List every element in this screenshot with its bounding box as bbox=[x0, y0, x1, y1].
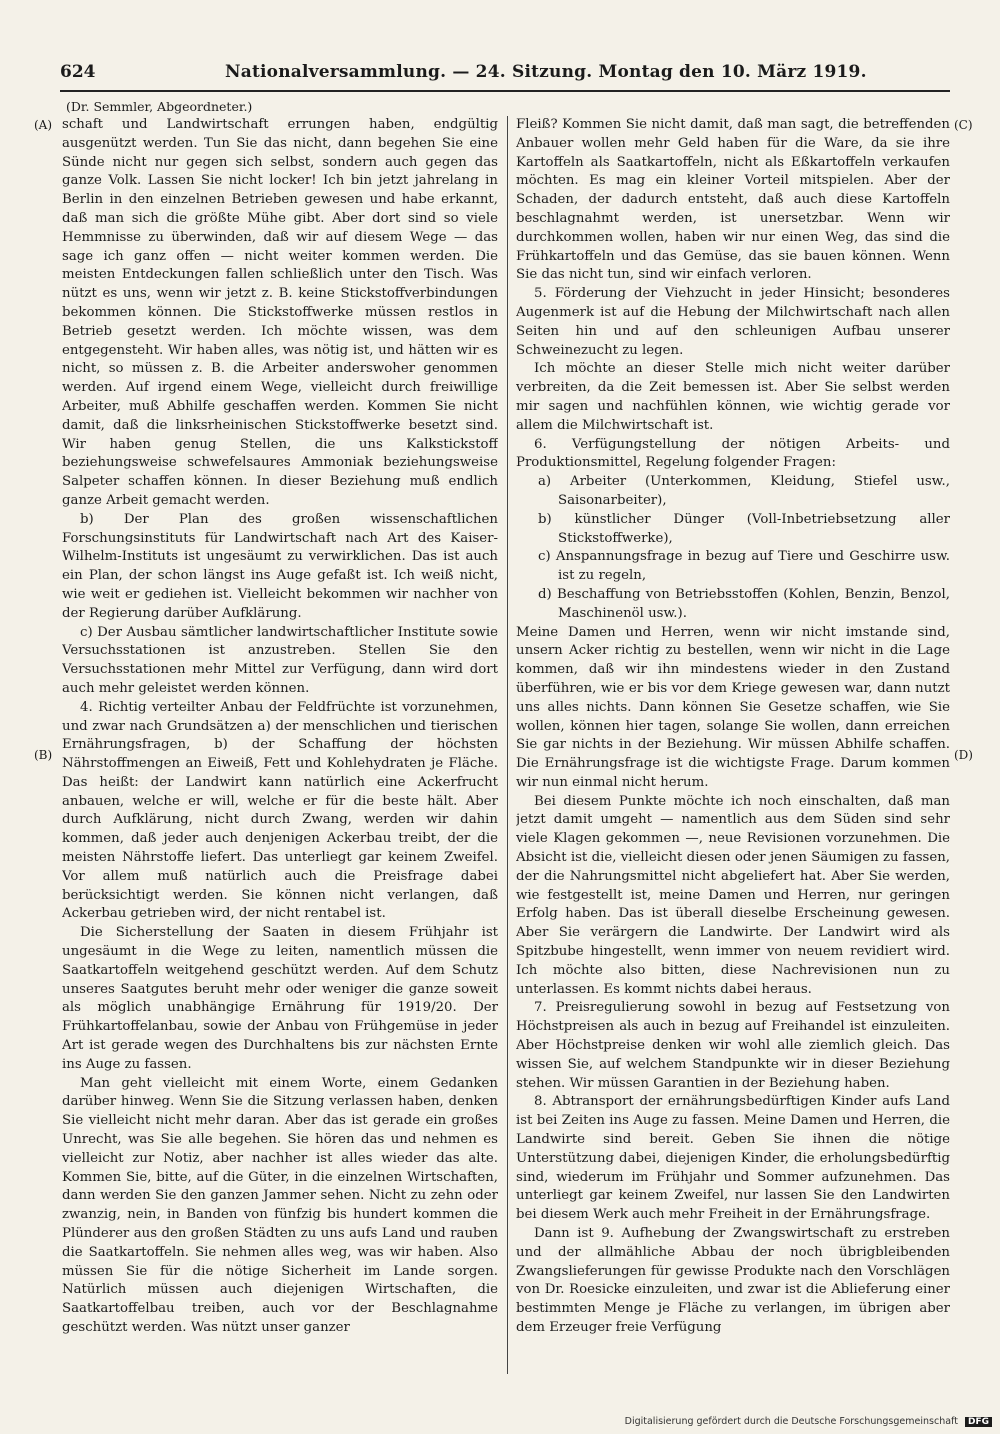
paragraph: Dann ist 9. Aufhebung der Zwangswirtschaft zu erstreben und der allmähliche Abbau der noch übrigbleibenden Zwangslieferungen für gewisse Produkte nach den Vorschlägen von Dr. Roesicke einzuleiten, und zwar ist die Ablieferung einer bestimmten Menge je Fläche zu verlangen, im übrigen aber dem Erzeuger freie Verfügung bbox=[516, 1226, 950, 1335]
running-title: Nationalversammlung. — 24. Sitzung. Montag den 10. März 1919. bbox=[225, 62, 867, 82]
margin-mark-a: (A) bbox=[34, 118, 53, 132]
paragraph: schaft und Landwirtschaft errungen haben, endgültig ausgenützt werden. Tun Sie das nicht, dann begehen Sie eine Sünde nicht nur gegen sich selbst, sondern auch gegen das ganze Volk. Lassen Sie nicht locker! Ich bin jetzt jahrelang in Berlin in den einzelnen Betrieben gewesen und habe erkannt, daß man sich die größte Mühe gibt. Aber dort sind so viele Hemmnisse zu überwinden, daß wir auf diesem Wege — das sage ich ganz offen — nicht weiter kommen werden. Die meisten Entdeckungen fallen schließlich unter den Tisch. Was nützt es uns, wenn wir jetzt z. B. keine Stickstoffverbindungen bekommen können. Die Stickstoffwerke müssen restlos in Betrieb gesetzt werden. Ich möchte wissen, was dem entgegensteht. Wir haben alles, was nötig ist, und hätten wir es nicht, so müssen z. B. die Arbeiter anderswoher genommen werden. Auf irgend einem Wege, vielleicht durch freiwillige Arbeiter, muß Abhilfe geschaffen werden. Kommen Sie nicht damit, daß die linksrheinischen Stickstoffwerke besetzt sind. Wir haben genug Stellen, die uns Kalkstickstoff beziehungsweise schwefelsaures Ammoniak beziehungsweise Salpeter schaffen können. In dieser Beziehung muß endlich ganze Arbeit gemacht werden. bbox=[62, 117, 498, 508]
paragraph: Die Sicherstellung der Saaten in diesem Frühjahr ist ungesäumt in die Wege zu leiten, namentlich müssen die Saatkartoffeln weitgehend geschützt werden. Auf dem Schutz unseres Saatgutes beruht mehr oder weniger die ganze soweit als möglich unabhängige Ernährung für 1919/20. Der Frühkartoffelanbau, sowie der Anbau von Frühgemüse in jeder Art ist gerade wegen des Durchhaltens bis zur nächsten Ernte ins Auge zu fassen. bbox=[62, 925, 498, 1072]
paragraph: b) Der Plan des großen wissenschaftlichen Forschungsinstituts für Landwirtschaft nach Art des Kaiser-Wilhelm-Instituts ist ungesäumt zu verwirklichen. Das ist auch ein Plan, der schon längst ins Auge gefaßt ist. Ich weiß nicht, wie weit er gediehen ist. Vielleicht bekommen wir nachher von der Regierung darüber Aufklärung. bbox=[62, 511, 498, 621]
list-item: d) Beschaffung von Betriebsstoffen (Kohlen, Benzin, Benzol, Maschinenöl usw.). bbox=[538, 586, 950, 621]
paragraph: 8. Abtransport der ernährungsbedürftigen Kinder aufs Land ist bei Zeiten ins Auge zu fassen. Meine Damen und Herren, die Landwirte sind bereit. Geben Sie ihnen die nötige Unterstützung dabei, diejenigen Kinder, die erholungsbedürftig sind, wiederum im Frühjahr und Sommer aufzunehmen. Das unterliegt gar keinem Zweifel, nur lassen Sie den Landwirten bei diesem Werk auch mehr Freiheit in der Ernährungsfrage. bbox=[516, 1094, 950, 1223]
left-column bbox=[62, 116, 498, 1364]
page-number: 624 bbox=[60, 62, 96, 82]
margin-mark-d: (D) bbox=[954, 748, 973, 762]
column-divider bbox=[507, 116, 508, 1374]
margin-mark-b: (B) bbox=[34, 748, 53, 762]
paragraph: Bei diesem Punkte möchte ich noch einschalten, daß man jetzt damit umgeht — namentlich aus dem Süden sind sehr viele Klagen gekommen —, neue Revisionen vorzunehmen. Die Absicht ist die, vielleicht diesen oder jenen Säumigen zu fassen, der die Nahrungsmittel nicht abgeliefert hat. Aber Sie werden, wie festgestellt ist, meine Damen und Herren, nur geringen Erfolg haben. Das ist überall dieselbe Erscheinung gewesen. Aber Sie verärgern die Landwirte. Der Landwirt wird als Spitzbube hingestellt, wenn immer von neuem revidiert wird. Ich möchte also bitten, diese Nachrevisionen nun zu unterlassen. Es kommt nichts dabei heraus. bbox=[516, 793, 950, 997]
paragraph: c) Der Ausbau sämtlicher landwirtschaftlicher Institute sowie Versuchsstationen ist anzustreben. Stellen Sie den Versuchsstationen mehr Mittel zur Verfügung, dann wird dort auch mehr geleistet werden können. bbox=[62, 624, 498, 696]
paragraph: 4. Richtig verteilter Anbau der Feldfrüchte ist vorzunehmen, und zwar nach Grundsätzen a) der menschlichen und tierischen Ernährungsfragen, b) der Schaffung der höchsten Nährstoffmengen an Eiweiß, Fett und Kohlehydraten je Fläche. Das heißt: der Landwirt kann natürlich eine Ackerfrucht anbauen, welche er will, welche er für die beste hält. Aber durch Aufklärung, nicht durch Zwang, werden wir dahin kommen, daß jeder auch denjenigen Ackerbau treibt, der die meisten Nährstoffe liefert. Das unterliegt gar keinem Zweifel. Vor allem muß natürlich auch die Preisfrage dabei berücksichtigt werden. Sie können nicht verlangen, daß Ackerbau getrieben wird, der nicht rentabel ist. bbox=[62, 699, 498, 922]
right-column bbox=[516, 116, 950, 1364]
speaker-label: (Dr. Semmler, Abgeordneter.) bbox=[66, 99, 253, 114]
page-header bbox=[60, 62, 950, 92]
list-item: a) Arbeiter (Unterkommen, Kleidung, Stiefel usw., Saisonarbeiter), bbox=[538, 474, 950, 508]
paragraph: Man geht vielleicht mit einem Worte, einem Gedanken darüber hinweg. Wenn Sie die Sitzung verlassen haben, denken Sie vielleicht nicht mehr daran. Aber das ist gerade ein großes Unrecht, was Sie alle begehen. Sie hören das und nehmen es vielleicht zur Notiz, aber nachher ist alles wieder das alte. Kommen Sie, bitte, auf die Güter, in die einzelnen Wirtschaften, dann werden Sie den ganzen Jammer sehen. Nicht zu zehn oder zwanzig, nein, in Banden von fünfzig bis hundert kommen die Plünderer aus den großen Städten zu uns aufs Land und rauben die Saatkartoffeln. Sie nehmen alles weg, was wir haben. Also müssen Sie für die nötige Sicherheit im Lande sorgen. Natürlich müssen auch diejenigen Wirtschaften, die Saatkartoffelbau treiben, auch vor der Beschlagnahme geschützt werden. Was nützt unser ganzer bbox=[62, 1075, 498, 1335]
paragraph: 5. Förderung der Viehzucht in jeder Hinsicht; besonderes Augenmerk ist auf die Hebung der Milchwirtschaft nach allen Seiten hin und auf den schleunigen Aufbau unserer Schweinezucht zu legen. bbox=[516, 286, 950, 358]
paragraph: 7. Preisregulierung sowohl in bezug auf Festsetzung von Höchstpreisen als auch in bezug auf Freihandel ist einzuleiten. Aber Höchstpreise denken wir wohl alle ziemlich gleich. Das wissen Sie, auf welchem Standpunkte wir in dieser Beziehung stehen. Wir müssen Garantien in der Beziehung haben. bbox=[516, 1000, 950, 1091]
list-item: b) künstlicher Dünger (Voll-Inbetriebsetzung aller Stickstoffwerke), bbox=[538, 511, 950, 546]
margin-mark-c: (C) bbox=[954, 118, 973, 132]
paragraph: Ich möchte an dieser Stelle mich nicht weiter darüber verbreiten, da die Zeit bemessen ist. Aber Sie selbst werden mir sagen und nachfühlen können, wie wichtig gerade vor allem die Milchwirtschaft ist. bbox=[516, 361, 950, 433]
paragraph: Fleiß? Kommen Sie nicht damit, daß man sagt, die betreffenden Anbauer wollen mehr Geld haben für die Ware, da sie ihre Kartoffeln als Saatkartoffeln, nicht als Eßkartoffeln verkaufen möchten. Es mag ein kleiner Vorteil mitspielen. Aber der Schaden, der dadurch entsteht, daß auch diese Kartoffeln beschlagnahmt werden, ist unersetzbar. Wenn wir durchkommen wollen, haben wir nur einen Weg, das sind die Frühkartoffeln und das Gemüse, das sie bauen können. Wenn Sie das nicht tun, sind wir einfach verloren. bbox=[516, 117, 950, 283]
list-item: c) Anspannungsfrage in bezug auf Tiere und Geschirre usw. ist zu regeln, bbox=[538, 549, 950, 584]
footer-credit: Digitalisierung gefördert durch die Deutsche Forschungsgemeinschaft bbox=[624, 1416, 958, 1427]
paragraph: 6. Verfügungstellung der nötigen Arbeits- und Produktionsmittel, Regelung folgender Fragen: bbox=[516, 436, 950, 471]
paragraph: Meine Damen und Herren, wenn wir nicht imstande sind, unsern Acker richtig zu bestellen, wenn wir nicht in die Lage kommen, daß wir ihn mindestens wieder in den Zustand überführen, wie er bis vor dem Kriege gewesen war, dann nutzt uns alles nichts. Dann können Sie Gesetze schaffen, wie Sie wollen, können hier tagen, solange Sie wollen, dann erreichen Sie gar nichts in der Beziehung. Wir müssen Abhilfe schaffen. Die Ernährungsfrage ist die wichtigste Frage. Darum kommen wir nun einmal nicht herum. bbox=[516, 624, 950, 790]
footer bbox=[625, 1416, 992, 1427]
dfg-logo-icon: DFG bbox=[965, 1417, 992, 1427]
